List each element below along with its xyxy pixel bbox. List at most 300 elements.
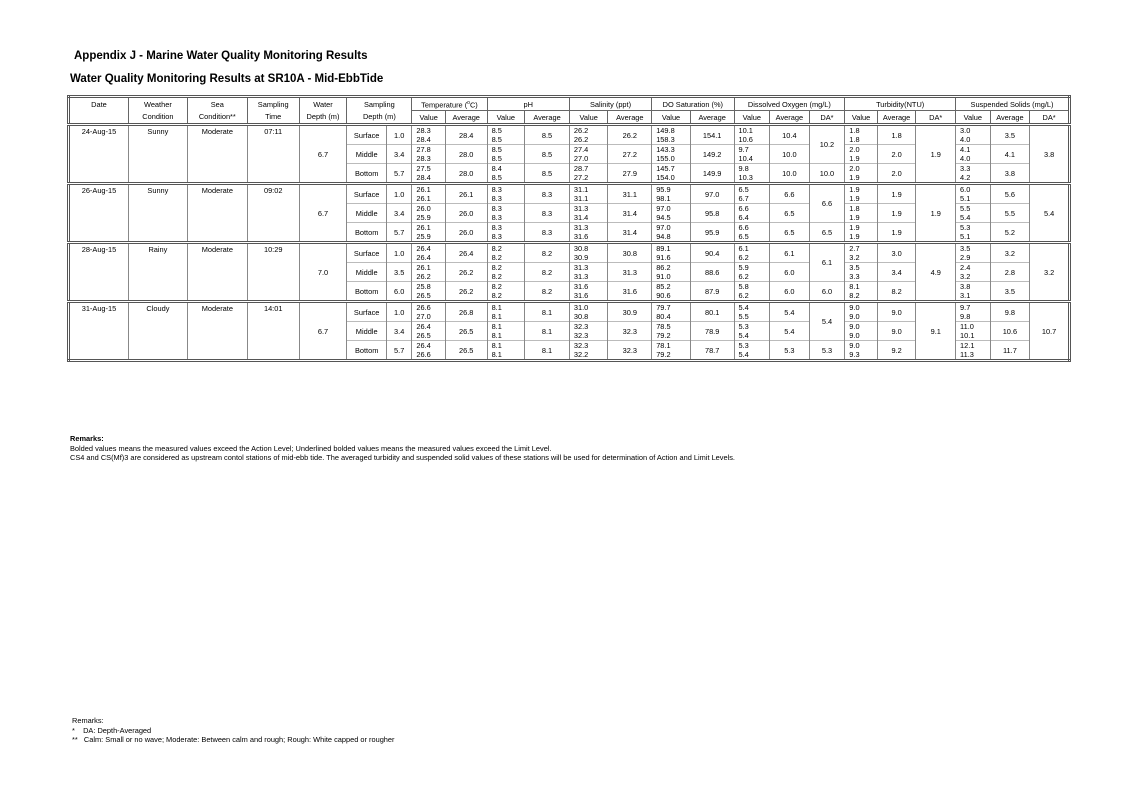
- salinity-average-cell: 27.9: [608, 164, 652, 184]
- do-saturation-value-cell-reading-1: 78.1: [656, 341, 671, 350]
- table-row: [69, 125, 1070, 145]
- do-value-cell-reading-1: 9.8: [738, 164, 749, 173]
- temp-value-cell: [412, 125, 446, 145]
- do-saturation-average-cell: 149.2: [690, 145, 734, 164]
- footnote-heading: Remarks:: [72, 716, 104, 725]
- do-value-cell-reading-2: 6.2: [738, 291, 749, 300]
- ph-value-cell: [487, 341, 525, 361]
- do-value-cell-reading-1: 5.9: [738, 263, 749, 272]
- col-salinity: Salinity (ppt): [569, 97, 651, 111]
- turbidity-average-cell: 9.2: [877, 341, 916, 361]
- ph-value-cell: [487, 125, 525, 145]
- turbidity-value-cell-reading-1: 9.0: [849, 303, 860, 312]
- ss-da-cell: 3.8: [1030, 125, 1070, 184]
- do-saturation-average-cell: 95.9: [690, 223, 734, 243]
- water-depth-cell: 6.7: [299, 184, 347, 243]
- salinity-value-cell-reading-1: 31.1: [573, 185, 589, 194]
- do-saturation-average-cell: 78.7: [690, 341, 734, 361]
- ph-value-cell: [487, 322, 525, 341]
- ph-value-cell-reading-1: 8.3: [491, 223, 502, 232]
- appendix-title: Appendix J - Marine Water Quality Monitoring Results: [74, 50, 368, 62]
- salinity-value-cell-reading-2: 31.3: [573, 272, 589, 281]
- do-value-cell-reading-2: 10.6: [738, 135, 753, 144]
- do-da-cell: 6.1: [809, 243, 845, 282]
- table-header: [69, 97, 1070, 125]
- turbidity-value-cell: [845, 145, 878, 164]
- turbidity-value-cell-reading-2: 1.9: [849, 154, 860, 163]
- ss-value-cell: [956, 223, 991, 243]
- depth-level-cell: Surface: [347, 184, 387, 204]
- ss-average-cell: 3.5: [990, 125, 1030, 145]
- salinity-value-cell: [569, 164, 608, 184]
- ph-value-cell-reading-2: 8.3: [491, 213, 502, 222]
- temp-average-cell: 26.5: [445, 341, 487, 361]
- turbidity-value-cell-reading-2: 1.9: [849, 194, 860, 203]
- turbidity-value-cell-reading-1: 3.5: [849, 263, 860, 272]
- do-saturation-value-cell: [652, 145, 691, 164]
- turbidity-value-cell-reading-2: 9.0: [849, 312, 860, 321]
- salinity-value-cell-reading-2: 31.4: [573, 213, 589, 222]
- temp-value-cell-reading-2: 25.9: [416, 232, 431, 241]
- remarks-line-1: Bolded values means the measured values exceed the Action Level; Underlined bolded values means the measured values exceed the Limit Level.: [70, 443, 552, 453]
- temp-value-cell: [412, 204, 446, 223]
- do-saturation-value-cell-reading-2: 154.0: [656, 173, 675, 182]
- col-weather-sub: Condition: [128, 111, 187, 125]
- ph-average-cell: 8.2: [525, 243, 570, 263]
- salinity-value-cell-reading-1: 31.6: [573, 282, 589, 291]
- ph-value-cell-reading-2: 8.1: [491, 312, 502, 321]
- depth-value-cell: 1.0: [386, 184, 411, 204]
- col-ss-average: Average: [990, 111, 1030, 125]
- do-value-cell: [734, 204, 770, 223]
- turbidity-average-cell: 2.0: [877, 145, 916, 164]
- do-value-cell: [734, 145, 770, 164]
- do-saturation-average-cell: 78.9: [690, 322, 734, 341]
- ph-value-cell: [487, 145, 525, 164]
- col-date: Date: [69, 97, 129, 111]
- do-value-cell-reading-2: 6.2: [738, 253, 749, 262]
- salinity-value-cell-reading-1: 28.7: [573, 164, 589, 173]
- turbidity-value-cell: [845, 184, 878, 204]
- col-do-value: Value: [734, 111, 770, 125]
- do-value-cell: [734, 263, 770, 282]
- col-time-sub: Time: [247, 111, 299, 125]
- do-saturation-average-cell: 154.1: [690, 125, 734, 145]
- temp-value-cell-reading-2: 26.5: [416, 331, 431, 340]
- ph-average-cell: 8.5: [525, 145, 570, 164]
- do-value-cell-reading-2: 6.2: [738, 272, 749, 281]
- ss-average-cell: 4.1: [990, 145, 1030, 164]
- col-turb-value: Value: [845, 111, 878, 125]
- turbidity-da-cell: 4.9: [916, 243, 956, 302]
- ph-value-cell: [487, 204, 525, 223]
- ph-value-cell: [487, 282, 525, 302]
- table-row: [69, 184, 1070, 204]
- do-value-cell-reading-2: 5.4: [738, 350, 749, 359]
- turbidity-average-cell: 3.4: [877, 263, 916, 282]
- col-sal-average: Average: [608, 111, 652, 125]
- do-da-cell: 6.6: [809, 184, 845, 223]
- sea-cell: Moderate: [187, 125, 247, 184]
- do-saturation-value-cell-reading-1: 97.0: [656, 223, 671, 232]
- water-depth-cell: 6.7: [299, 302, 347, 361]
- col-do-average: Average: [770, 111, 810, 125]
- col-temperature: Temperature ($^o$C): [412, 97, 487, 111]
- turbidity-value-cell: [845, 223, 878, 243]
- col-sea-sub: Condition**: [187, 111, 247, 125]
- depth-value-cell: 3.5: [386, 263, 411, 282]
- do-saturation-value-cell-reading-2: 158.3: [656, 135, 675, 144]
- depth-value-cell: 5.7: [386, 164, 411, 184]
- col-do-da: DA*: [809, 111, 845, 125]
- temp-value-cell-reading-2: 26.2: [416, 272, 431, 281]
- do-da-bottom-cell: 6.0: [809, 282, 845, 302]
- ph-average-cell: 8.3: [525, 204, 570, 223]
- do-saturation-value-cell-reading-1: 143.3: [656, 145, 675, 154]
- do-saturation-value-cell-reading-2: 80.4: [656, 312, 671, 321]
- depth-value-cell: 6.0: [386, 282, 411, 302]
- weather-cell: Rainy: [128, 243, 187, 302]
- sea-cell: Moderate: [187, 243, 247, 302]
- temp-value-cell-reading-2: 28.4: [416, 173, 431, 182]
- temp-average-cell: 26.2: [445, 282, 487, 302]
- salinity-average-cell: 32.3: [608, 322, 652, 341]
- table-body: [69, 125, 1070, 361]
- temp-average-cell: 28.0: [445, 145, 487, 164]
- time-cell: 07:11: [247, 125, 299, 184]
- ss-value-cell-reading-2: 2.9: [960, 253, 971, 262]
- salinity-value-cell: [569, 282, 608, 302]
- ph-value-cell-reading-2: 8.2: [491, 291, 502, 300]
- do-average-cell: 6.0: [770, 282, 810, 302]
- salinity-value-cell: [569, 302, 608, 322]
- temp-average-cell: 26.5: [445, 322, 487, 341]
- ss-average-cell: 10.6: [990, 322, 1030, 341]
- temp-value-cell-reading-1: 26.1: [416, 263, 431, 272]
- do-saturation-average-cell: 149.9: [690, 164, 734, 184]
- ss-value-cell-reading-2: 11.3: [960, 350, 974, 359]
- salinity-value-cell-reading-2: 30.9: [573, 253, 589, 262]
- ph-value-cell-reading-1: 8.1: [491, 341, 502, 350]
- salinity-value-cell-reading-2: 31.6: [573, 291, 589, 300]
- ss-average-cell: 5.6: [990, 184, 1030, 204]
- salinity-value-cell-reading-2: 32.3: [573, 331, 589, 340]
- salinity-value-cell-reading-2: 27.0: [573, 154, 589, 163]
- salinity-value-cell-reading-2: 30.8: [573, 312, 589, 321]
- col-water-depth: Water: [299, 97, 347, 111]
- ph-value-cell: [487, 263, 525, 282]
- col-sal-value: Value: [569, 111, 608, 125]
- ss-value-cell-reading-2: 5.1: [960, 232, 971, 241]
- depth-value-cell: 1.0: [386, 243, 411, 263]
- do-average-cell: 6.0: [770, 263, 810, 282]
- ph-value-cell-reading-1: 8.3: [491, 185, 502, 194]
- ss-value-cell-reading-1: 9.7: [960, 303, 971, 312]
- salinity-value-cell-reading-1: 31.3: [573, 263, 589, 272]
- salinity-value-cell-reading-1: 27.4: [573, 145, 589, 154]
- salinity-value-cell: [569, 125, 608, 145]
- turbidity-value-cell: [845, 125, 878, 145]
- temp-average-cell: 28.0: [445, 164, 487, 184]
- temp-value-cell-reading-2: 27.0: [416, 312, 431, 321]
- turbidity-average-cell: 1.9: [877, 184, 916, 204]
- turbidity-average-cell: 1.8: [877, 125, 916, 145]
- col-ph-value: Value: [487, 111, 525, 125]
- temp-value-cell: [412, 341, 446, 361]
- turbidity-value-cell-reading-2: 3.2: [849, 253, 860, 262]
- salinity-average-cell: 31.6: [608, 282, 652, 302]
- remarks-heading: Remarks:: [70, 434, 104, 443]
- temp-value-cell: [412, 243, 446, 263]
- do-saturation-value-cell: [652, 302, 691, 322]
- col-temp-value: Value: [412, 111, 446, 125]
- depth-value-cell: 3.4: [386, 322, 411, 341]
- ph-value-cell-reading-1: 8.3: [491, 204, 502, 213]
- ss-value-cell: [956, 341, 991, 361]
- ss-value-cell: [956, 282, 991, 302]
- depth-value-cell: 5.7: [386, 341, 411, 361]
- do-saturation-value-cell: [652, 125, 691, 145]
- temp-average-cell: 28.4: [445, 125, 487, 145]
- salinity-value-cell: [569, 204, 608, 223]
- depth-level-cell: Middle: [347, 322, 387, 341]
- date-cell: 28-Aug-15: [69, 243, 129, 302]
- temp-value-cell-reading-2: 26.5: [416, 291, 431, 300]
- col-weather: Weather: [128, 97, 187, 111]
- ph-average-cell: 8.5: [525, 125, 570, 145]
- temp-value-cell-reading-1: 26.4: [416, 341, 431, 350]
- turbidity-value-cell-reading-2: 1.8: [849, 135, 860, 144]
- temp-value-cell: [412, 164, 446, 184]
- salinity-value-cell: [569, 263, 608, 282]
- salinity-value-cell: [569, 243, 608, 263]
- do-value-cell: [734, 223, 770, 243]
- turbidity-average-cell: 8.2: [877, 282, 916, 302]
- do-saturation-value-cell-reading-2: 79.2: [656, 331, 671, 340]
- col-sampling-depth: Sampling: [347, 97, 412, 111]
- do-saturation-value-cell-reading-2: 98.1: [656, 194, 671, 203]
- do-average-cell: 6.5: [770, 204, 810, 223]
- do-saturation-value-cell-reading-2: 91.6: [656, 253, 671, 262]
- do-saturation-value-cell: [652, 263, 691, 282]
- do-saturation-average-cell: 90.4: [690, 243, 734, 263]
- temp-value-cell: [412, 302, 446, 322]
- temp-average-cell: 26.0: [445, 204, 487, 223]
- ss-value-cell-reading-1: 3.0: [960, 126, 971, 135]
- turbidity-average-cell: 2.0: [877, 164, 916, 184]
- temp-value-cell-reading-1: 27.8: [416, 145, 431, 154]
- remarks-line-2: CS4 and CS(Mf)3 are considered as upstream contol stations of mid-ebb tide. The averaged turbidity and suspended solid values of these stations will be used for determination of Action and Limit Levels.: [70, 453, 735, 462]
- salinity-value-cell-reading-1: 32.3: [573, 322, 589, 331]
- turbidity-value-cell: [845, 302, 878, 322]
- turbidity-average-cell: 9.0: [877, 302, 916, 322]
- ph-value-cell-reading-1: 8.1: [491, 322, 502, 331]
- ss-value-cell: [956, 184, 991, 204]
- ph-average-cell: 8.1: [525, 302, 570, 322]
- col-dos-value: Value: [652, 111, 691, 125]
- do-saturation-value-cell: [652, 341, 691, 361]
- ph-average-cell: 8.3: [525, 223, 570, 243]
- temp-value-cell-reading-2: 28.3: [416, 154, 431, 163]
- do-value-cell-reading-2: 6.7: [738, 194, 749, 203]
- ss-value-cell-reading-1: 3.5: [960, 244, 971, 253]
- turbidity-value-cell-reading-2: 8.2: [849, 291, 860, 300]
- date-cell: 31-Aug-15: [69, 302, 129, 361]
- ss-da-cell: 10.7: [1030, 302, 1070, 361]
- temp-value-cell-reading-1: 26.4: [416, 244, 431, 253]
- turbidity-da-cell: 9.1: [916, 302, 956, 361]
- ph-value-cell-reading-2: 8.5: [491, 154, 502, 163]
- do-average-cell: 5.3: [770, 341, 810, 361]
- do-average-cell: 6.5: [770, 223, 810, 243]
- turbidity-value-cell-reading-2: 1.9: [849, 232, 860, 241]
- temp-value-cell-reading-1: 26.1: [416, 185, 431, 194]
- turbidity-value-cell: [845, 204, 878, 223]
- temp-value-cell: [412, 184, 446, 204]
- do-saturation-value-cell: [652, 282, 691, 302]
- temp-value-cell-reading-2: 25.9: [416, 213, 431, 222]
- salinity-value-cell-reading-1: 30.8: [573, 244, 589, 253]
- salinity-value-cell-reading-1: 32.3: [573, 341, 589, 350]
- do-saturation-value-cell-reading-2: 155.0: [656, 154, 675, 163]
- salinity-value-cell-reading-1: 31.3: [573, 223, 589, 232]
- water-depth-cell: 7.0: [299, 243, 347, 302]
- do-value-cell: [734, 322, 770, 341]
- salinity-value-cell-reading-1: 31.3: [573, 204, 589, 213]
- depth-value-cell: 1.0: [386, 125, 411, 145]
- turbidity-value-cell-reading-1: 9.0: [849, 341, 860, 350]
- ph-value-cell-reading-1: 8.5: [491, 145, 502, 154]
- remarks-section: [70, 434, 735, 463]
- temp-average-cell: 26.0: [445, 223, 487, 243]
- do-saturation-average-cell: 97.0: [690, 184, 734, 204]
- do-da-cell: 10.2: [809, 125, 845, 164]
- ss-value-cell-reading-2: 9.8: [960, 312, 971, 321]
- depth-level-cell: Middle: [347, 145, 387, 164]
- ph-value-cell: [487, 223, 525, 243]
- do-average-cell: 10.4: [770, 125, 810, 145]
- table-row: [69, 302, 1070, 322]
- footnote-calm: ** Calm: Small or no wave; Moderate: Between calm and rough; Rough: White capped or rougher: [72, 735, 395, 744]
- do-saturation-value-cell-reading-2: 90.6: [656, 291, 671, 300]
- depth-value-cell: 3.4: [386, 204, 411, 223]
- do-saturation-value-cell-reading-1: 86.2: [656, 263, 671, 272]
- turbidity-average-cell: 1.9: [877, 223, 916, 243]
- temp-value-cell-reading-2: 26.6: [416, 350, 431, 359]
- salinity-value-cell: [569, 223, 608, 243]
- footnote-da: * DA: Depth-Averaged: [72, 725, 152, 735]
- do-da-cell: 5.4: [809, 302, 845, 341]
- ss-value-cell: [956, 302, 991, 322]
- salinity-average-cell: 26.2: [608, 125, 652, 145]
- salinity-value-cell-reading-2: 31.6: [573, 232, 589, 241]
- do-value-cell-reading-1: 5.3: [738, 322, 749, 331]
- turbidity-value-cell-reading-2: 9.3: [849, 350, 860, 359]
- do-value-cell-reading-1: 5.4: [738, 303, 749, 312]
- salinity-average-cell: 31.4: [608, 223, 652, 243]
- ph-value-cell-reading-1: 8.2: [491, 263, 502, 272]
- ss-value-cell-reading-1: 6.0: [960, 185, 971, 194]
- do-saturation-value-cell-reading-1: 85.2: [656, 282, 671, 291]
- do-value-cell-reading-2: 10.4: [738, 154, 753, 163]
- turbidity-value-cell-reading-2: 1.9: [849, 173, 860, 182]
- col-ss-value: Value: [956, 111, 991, 125]
- temp-value-cell-reading-2: 28.4: [416, 135, 431, 144]
- do-saturation-value-cell: [652, 223, 691, 243]
- do-value-cell-reading-1: 10.1: [738, 126, 753, 135]
- ss-value-cell: [956, 164, 991, 184]
- do-average-cell: 5.4: [770, 322, 810, 341]
- ss-value-cell: [956, 243, 991, 263]
- ss-value-cell-reading-2: 4.0: [960, 135, 971, 144]
- turbidity-value-cell-reading-1: 2.0: [849, 145, 860, 154]
- do-value-cell-reading-2: 6.4: [738, 213, 749, 222]
- ph-value-cell: [487, 164, 525, 184]
- date-cell: 26-Aug-15: [69, 184, 129, 243]
- salinity-value-cell-reading-2: 31.1: [573, 194, 589, 203]
- do-saturation-average-cell: 87.9: [690, 282, 734, 302]
- ss-value-cell-reading-1: 5.5: [960, 204, 971, 213]
- do-da-bottom-cell: 5.3: [809, 341, 845, 361]
- do-saturation-value-cell-reading-2: 91.0: [656, 272, 671, 281]
- ss-value-cell-reading-2: 4.2: [960, 173, 971, 182]
- sea-cell: Moderate: [187, 302, 247, 361]
- results-table-wrapper: [67, 95, 1071, 362]
- ph-average-cell: 8.2: [525, 263, 570, 282]
- depth-level-cell: Middle: [347, 204, 387, 223]
- do-saturation-value-cell-reading-1: 145.7: [656, 164, 675, 173]
- do-value-cell-reading-1: 6.5: [738, 185, 749, 194]
- temp-value-cell-reading-1: 27.5: [416, 164, 431, 173]
- table-row: [69, 243, 1070, 263]
- depth-level-cell: Surface: [347, 243, 387, 263]
- salinity-average-cell: 30.9: [608, 302, 652, 322]
- ss-value-cell-reading-1: 3.3: [960, 164, 971, 173]
- salinity-average-cell: 30.8: [608, 243, 652, 263]
- ss-value-cell-reading-1: 5.3: [960, 223, 971, 232]
- temp-value-cell: [412, 263, 446, 282]
- temp-value-cell: [412, 223, 446, 243]
- ph-value-cell: [487, 184, 525, 204]
- ph-value-cell: [487, 243, 525, 263]
- weather-cell: Sunny: [128, 125, 187, 184]
- do-saturation-value-cell: [652, 164, 691, 184]
- depth-level-cell: Surface: [347, 125, 387, 145]
- sea-cell: Moderate: [187, 184, 247, 243]
- ph-value-cell-reading-2: 8.2: [491, 272, 502, 281]
- depth-value-cell: 3.4: [386, 145, 411, 164]
- do-saturation-value-cell-reading-1: 78.5: [656, 322, 671, 331]
- ss-value-cell-reading-1: 4.1: [960, 145, 971, 154]
- do-saturation-value-cell: [652, 204, 691, 223]
- salinity-value-cell-reading-1: 26.2: [573, 126, 589, 135]
- temp-average-cell: 26.1: [445, 184, 487, 204]
- ph-value-cell-reading-1: 8.5: [491, 126, 502, 135]
- ph-average-cell: 8.3: [525, 184, 570, 204]
- turbidity-value-cell-reading-1: 1.9: [849, 223, 860, 232]
- ss-value-cell: [956, 125, 991, 145]
- do-average-cell: 5.4: [770, 302, 810, 322]
- temp-value-cell-reading-1: 26.0: [416, 204, 431, 213]
- time-cell: 14:01: [247, 302, 299, 361]
- turbidity-value-cell-reading-2: 9.0: [849, 331, 860, 340]
- do-value-cell: [734, 184, 770, 204]
- ph-value-cell-reading-2: 8.1: [491, 350, 502, 359]
- turbidity-value-cell: [845, 243, 878, 263]
- turbidity-da-cell: 1.9: [916, 125, 956, 184]
- salinity-average-cell: 32.3: [608, 341, 652, 361]
- do-value-cell-reading-1: 9.7: [738, 145, 749, 154]
